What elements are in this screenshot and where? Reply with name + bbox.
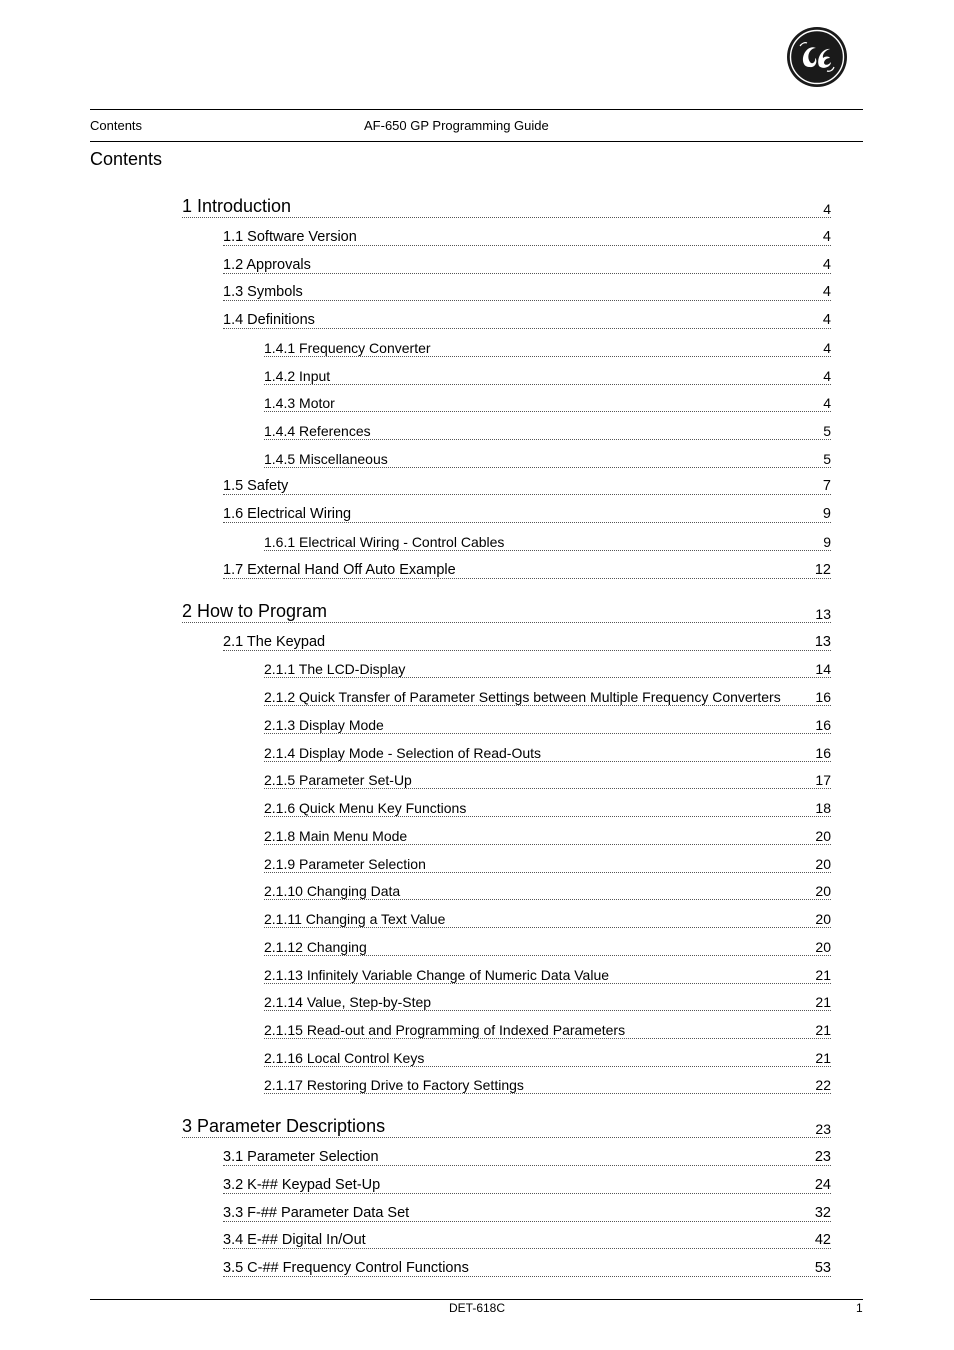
toc-section-entry[interactable] bbox=[223, 304, 831, 329]
toc-entry-page: 20 bbox=[815, 911, 831, 927]
toc-entry-title: 1.4.1 Frequency Converter bbox=[264, 340, 431, 356]
toc-entry-page: 4 bbox=[823, 395, 831, 411]
toc-section-entry[interactable] bbox=[223, 249, 831, 274]
toc-entry-page: 22 bbox=[815, 1077, 831, 1093]
toc-section-entry[interactable] bbox=[264, 681, 831, 706]
toc-entry-page: 53 bbox=[814, 1260, 831, 1276]
toc-section-entry[interactable] bbox=[223, 1169, 831, 1194]
toc-chapter-entry[interactable] bbox=[182, 187, 831, 218]
toc-entry-page: 4 bbox=[823, 340, 831, 356]
toc-entry-title: 2.1 The Keypad bbox=[223, 634, 326, 650]
toc-section-entry[interactable] bbox=[264, 737, 831, 762]
toc-entry-title: 1.4.5 Miscellaneous bbox=[264, 451, 388, 467]
toc-section-entry[interactable] bbox=[223, 1224, 831, 1249]
toc-entry-title: 3 Parameter Descriptions bbox=[182, 1116, 386, 1136]
toc-section-entry[interactable] bbox=[264, 360, 831, 385]
toc-section-entry[interactable] bbox=[223, 626, 831, 651]
toc-entry-page: 18 bbox=[815, 800, 831, 816]
toc-entry-page: 4 bbox=[823, 368, 831, 384]
toc-entry-title: 1.7 External Hand Off Auto Example bbox=[223, 562, 456, 578]
toc-entry-page: 4 bbox=[823, 201, 831, 217]
toc-entry-title: 2.1.13 Infinitely Variable Change of Numeric Data Value bbox=[264, 967, 610, 983]
toc-entry-title: 2.1.6 Quick Menu Key Functions bbox=[264, 800, 467, 816]
toc-entry-title: 1.5 Safety bbox=[223, 478, 289, 494]
toc-entry-page: 42 bbox=[814, 1232, 831, 1248]
toc-section-entry[interactable] bbox=[223, 1252, 831, 1277]
toc-entry-page: 9 bbox=[822, 506, 831, 522]
toc-entry-page: 5 bbox=[823, 423, 831, 439]
toc-entry-page: 16 bbox=[815, 689, 831, 705]
toc-entry-page: 7 bbox=[822, 478, 831, 494]
toc-entry-title: 3.2 K-## Keypad Set-Up bbox=[223, 1177, 381, 1193]
toc-entry-page: 20 bbox=[815, 939, 831, 955]
toc-entry-page: 12 bbox=[814, 562, 831, 578]
toc-section-entry[interactable] bbox=[264, 792, 831, 817]
toc-entry-page: 16 bbox=[815, 745, 831, 761]
toc-entry-title: 1.6.1 Electrical Wiring - Control Cables bbox=[264, 534, 505, 550]
toc-entry-title: 2.1.2 Quick Transfer of Parameter Settings between Multiple Frequency Converters bbox=[264, 689, 781, 705]
header-section-label: Contents bbox=[90, 118, 143, 133]
toc-section-entry[interactable] bbox=[223, 221, 831, 246]
toc-entry-title: 2.1.17 Restoring Drive to Factory Settings bbox=[264, 1077, 524, 1093]
toc-entry-page: 32 bbox=[814, 1205, 831, 1221]
toc-entry-page: 21 bbox=[815, 1050, 831, 1066]
toc-entry-title: 2.1.12 Changing bbox=[264, 939, 367, 955]
toc-entry-page: 23 bbox=[815, 1121, 831, 1137]
toc-entry-title: 2.1.4 Display Mode - Selection of Read-Outs bbox=[264, 745, 542, 761]
toc-entry-title: 2.1.11 Changing a Text Value bbox=[264, 911, 446, 927]
toc-section-entry[interactable] bbox=[223, 470, 831, 495]
toc-entry-title: 1.4 Definitions bbox=[223, 312, 315, 328]
toc-chapter-entry[interactable] bbox=[182, 592, 831, 623]
toc-entry-title: 2.1.14 Value, Step-by-Step bbox=[264, 994, 432, 1010]
toc-section-entry[interactable] bbox=[223, 554, 831, 579]
toc-entry-page: 4 bbox=[822, 257, 831, 273]
toc-entry-page: 4 bbox=[822, 312, 831, 328]
toc-entry-page: 20 bbox=[815, 856, 831, 872]
toc-section-entry[interactable] bbox=[223, 1197, 831, 1222]
toc-section-entry[interactable] bbox=[264, 986, 831, 1011]
toc-entry-page: 13 bbox=[814, 634, 831, 650]
toc-section-entry[interactable] bbox=[264, 1042, 831, 1067]
toc-section-entry[interactable] bbox=[264, 820, 831, 845]
toc-section-entry[interactable] bbox=[264, 443, 831, 468]
toc-section-entry[interactable] bbox=[223, 276, 831, 301]
toc-section-entry[interactable] bbox=[264, 1069, 831, 1094]
toc-section-entry[interactable] bbox=[264, 931, 831, 956]
toc-entry-page: 9 bbox=[823, 534, 831, 550]
toc-section-entry[interactable] bbox=[223, 498, 831, 523]
toc-entry-title: 3.5 C-## Frequency Control Functions bbox=[223, 1260, 469, 1276]
toc-entry-page: 20 bbox=[815, 883, 831, 899]
toc-entry-page: 21 bbox=[815, 994, 831, 1010]
toc-entry-title: 1.6 Electrical Wiring bbox=[223, 506, 352, 522]
toc-entry-page: 23 bbox=[814, 1149, 831, 1165]
toc-section-entry[interactable] bbox=[223, 1141, 831, 1166]
header-document-title: AF-650 GP Programming Guide bbox=[364, 118, 549, 133]
toc-section-entry[interactable] bbox=[264, 875, 831, 900]
toc-section-entry[interactable] bbox=[264, 709, 831, 734]
toc-entry-page: 21 bbox=[815, 1022, 831, 1038]
toc-entry-title: 2.1.15 Read-out and Programming of Indexed Parameters bbox=[264, 1022, 626, 1038]
toc-section-entry[interactable] bbox=[264, 332, 831, 357]
toc-entry-page: 17 bbox=[815, 772, 831, 788]
toc-chapter-entry[interactable] bbox=[182, 1107, 831, 1138]
toc-entry-title: 1.4.4 References bbox=[264, 423, 371, 439]
toc-entry-page: 16 bbox=[815, 717, 831, 733]
toc-section-entry[interactable] bbox=[264, 764, 831, 789]
toc-entry-title: 2.1.5 Parameter Set-Up bbox=[264, 772, 412, 788]
toc-entry-title: 1 Introduction bbox=[182, 196, 292, 216]
footer-document-code: DET-618C bbox=[448, 1301, 506, 1315]
toc-entry-page: 20 bbox=[815, 828, 831, 844]
toc-entry-title: 1.2 Approvals bbox=[223, 257, 311, 273]
toc-section-entry[interactable] bbox=[264, 415, 831, 440]
footer-page-number: 1 bbox=[856, 1301, 863, 1315]
toc-entry-title: 2.1.16 Local Control Keys bbox=[264, 1050, 425, 1066]
toc-entry-title: 3.1 Parameter Selection bbox=[223, 1149, 379, 1165]
toc-entry-page: 4 bbox=[822, 229, 831, 245]
toc-entry-page: 14 bbox=[815, 661, 831, 677]
toc-section-entry[interactable] bbox=[264, 848, 831, 873]
toc-entry-title: 3.4 E-## Digital In/Out bbox=[223, 1232, 366, 1248]
toc-entry-title: 2.1.3 Display Mode bbox=[264, 717, 384, 733]
toc-section-entry[interactable] bbox=[264, 959, 831, 984]
footer-rule bbox=[90, 1299, 863, 1300]
toc-entry-title: 1.1 Software Version bbox=[223, 229, 357, 245]
toc-entry-title: 2.1.10 Changing Data bbox=[264, 883, 401, 899]
toc-entry-title: 1.4.3 Motor bbox=[264, 395, 335, 411]
toc-entry-page: 13 bbox=[815, 606, 831, 622]
toc-entry-title: 2 How to Program bbox=[182, 601, 328, 621]
toc-section-entry[interactable] bbox=[264, 653, 831, 678]
toc-entry-page: 4 bbox=[822, 284, 831, 300]
toc-entry-page: 5 bbox=[823, 451, 831, 467]
toc-section-entry[interactable] bbox=[264, 526, 831, 551]
toc-section-entry[interactable] bbox=[264, 903, 831, 928]
toc-entry-title: 2.1.9 Parameter Selection bbox=[264, 856, 426, 872]
toc-entry-page: 21 bbox=[815, 967, 831, 983]
toc-entry-page: 24 bbox=[814, 1177, 831, 1193]
toc-entry-title: 1.3 Symbols bbox=[223, 284, 303, 300]
toc-entry-title: 1.4.2 Input bbox=[264, 368, 331, 384]
toc-entry-title: 3.3 F-## Parameter Data Set bbox=[223, 1205, 410, 1221]
toc-entry-title: 2.1.8 Main Menu Mode bbox=[264, 828, 408, 844]
toc-section-entry[interactable] bbox=[264, 1014, 831, 1039]
toc-section-entry[interactable] bbox=[264, 387, 831, 412]
toc-entry-title: 2.1.1 The LCD-Display bbox=[264, 661, 406, 677]
page-title: Contents bbox=[90, 149, 163, 169]
